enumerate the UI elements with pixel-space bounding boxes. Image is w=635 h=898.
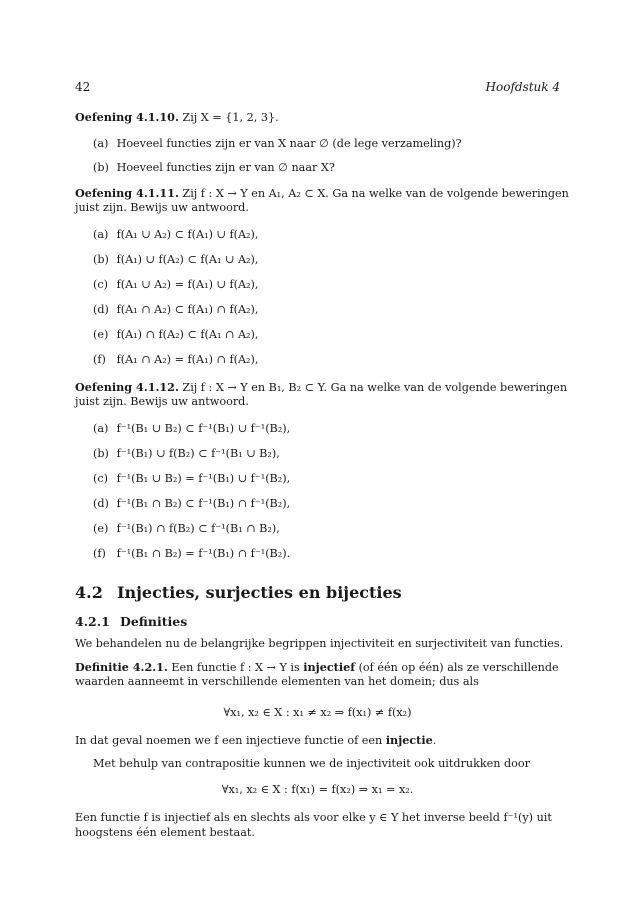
injectivity-formula: ∀x₁, x₂ ∈ X : x₁ ≠ x₂ ⇒ f(x₁) ≠ f(x₂) bbox=[223, 706, 412, 719]
conclusion-text: In dat geval noemen we f een injectieve functie of een bbox=[75, 734, 386, 747]
exercise-statement-cont: juist zijn. Bewijs uw antwoord. bbox=[75, 395, 249, 408]
definition-title: Definitie 4.2.1. bbox=[75, 660, 168, 674]
item-text: f(A₁) ∩ f(A₂) ⊂ f(A₁ ∩ A₂), bbox=[116, 328, 259, 341]
running-header: Hoofdstuk 4 bbox=[485, 80, 560, 94]
exercise-title: Oefening 4.1.10. bbox=[75, 110, 179, 124]
list-item bbox=[93, 422, 290, 436]
item-text: f⁻¹(B₁ ∩ B₂) = f⁻¹(B₁) ∩ f⁻¹(B₂). bbox=[116, 547, 291, 560]
subsection-number: 4.2.1 bbox=[75, 614, 110, 629]
item-label: (c) bbox=[93, 472, 108, 485]
subsection-heading bbox=[75, 614, 187, 629]
exercise-4-1-11-heading bbox=[75, 186, 569, 201]
list-item bbox=[93, 447, 280, 461]
item-label: (a) bbox=[93, 137, 109, 150]
list-item bbox=[93, 547, 290, 561]
item-text: f⁻¹(B₁) ∪ f(B₂) ⊂ f⁻¹(B₁ ∪ B₂), bbox=[116, 447, 280, 460]
item-label: (f) bbox=[93, 547, 106, 560]
item-label: (c) bbox=[93, 278, 108, 291]
page-number: 42 bbox=[75, 80, 91, 94]
item-label: (e) bbox=[93, 328, 109, 341]
definition-conclusion bbox=[75, 733, 560, 748]
list-item bbox=[93, 253, 258, 267]
item-label: (e) bbox=[93, 522, 109, 535]
list-item bbox=[93, 353, 258, 367]
subsection-title: Definities bbox=[120, 614, 188, 629]
definition-text: Een functie f : X → Y is bbox=[171, 661, 304, 674]
exercise-title: Oefening 4.1.11. bbox=[75, 186, 179, 200]
item-text: f⁻¹(B₁ ∪ B₂) ⊂ f⁻¹(B₁) ∪ f⁻¹(B₂), bbox=[116, 422, 291, 435]
item-text: f⁻¹(B₁ ∪ B₂) = f⁻¹(B₁) ∪ f⁻¹(B₂), bbox=[116, 472, 291, 485]
list-item bbox=[93, 303, 258, 317]
final-paragraph-line-1: Een functie f is injectief als en slechts als voor elke y ∈ Y het inverse beeld f⁻¹(y) uit bbox=[75, 811, 552, 824]
item-text: f⁻¹(B₁) ∩ f(B₂) ⊂ f⁻¹(B₁ ∩ B₂), bbox=[116, 522, 280, 535]
item-label: (b) bbox=[93, 253, 109, 266]
conclusion-end: . bbox=[432, 734, 437, 747]
definition-line-1 bbox=[75, 660, 560, 675]
definition-text-cont: (of één op één) als ze verschillende bbox=[355, 661, 559, 674]
list-item bbox=[93, 522, 280, 536]
contraposition-formula: ∀x₁, x₂ ∈ X : f(x₁) = f(x₂) ⇒ x₁ = x₂. bbox=[221, 783, 414, 796]
item-label: (b) bbox=[93, 161, 109, 174]
item-label: (a) bbox=[93, 228, 109, 241]
section-title: Injecties, surjecties en bijecties bbox=[117, 583, 402, 602]
item-label: (b) bbox=[93, 447, 109, 460]
item-text: f(A₁ ∩ A₂) ⊂ f(A₁) ∩ f(A₂), bbox=[116, 303, 259, 316]
item-text: Hoeveel functies zijn er van X naar ∅ (de lege verzameling)? bbox=[116, 137, 462, 150]
exercise-4-1-12-heading bbox=[75, 380, 568, 395]
item-label: (a) bbox=[93, 422, 109, 435]
item-text: f(A₁) ∪ f(A₂) ⊂ f(A₁ ∪ A₂), bbox=[116, 253, 259, 266]
final-paragraph-line-2: hoogstens één element bestaat. bbox=[75, 826, 255, 839]
section-heading bbox=[75, 583, 402, 602]
list-item bbox=[93, 161, 335, 175]
list-item bbox=[93, 278, 258, 292]
exercise-statement: Zij f : X → Y en B₁, B₂ ⊂ Y. Ga na welke van de volgende beweringen bbox=[182, 381, 568, 394]
item-text: f⁻¹(B₁ ∩ B₂) ⊂ f⁻¹(B₁) ∩ f⁻¹(B₂), bbox=[116, 497, 291, 510]
exercise-statement: Zij f : X → Y en A₁, A₂ ⊂ X. Ga na welke van de volgende beweringen bbox=[182, 187, 569, 200]
list-item bbox=[93, 137, 462, 151]
exercise-4-1-10-heading bbox=[75, 110, 560, 125]
exercise-statement-cont: juist zijn. Bewijs uw antwoord. bbox=[75, 201, 249, 214]
item-label: (d) bbox=[93, 303, 109, 316]
contraposition-paragraph: Met behulp van contrapositie kunnen we de injectiviteit ook uitdrukken door bbox=[93, 757, 531, 770]
conclusion-term: injectie bbox=[385, 733, 433, 747]
intro-paragraph: We behandelen nu de belangrijke begrippen injectiviteit en surjectiviteit van functies. bbox=[75, 637, 564, 650]
exercise-statement: Zij X = {1, 2, 3}. bbox=[182, 111, 279, 124]
item-text: f(A₁ ∪ A₂) ⊂ f(A₁) ∪ f(A₂), bbox=[116, 228, 259, 241]
section-number: 4.2 bbox=[75, 583, 103, 602]
item-text: f(A₁ ∩ A₂) = f(A₁) ∩ f(A₂), bbox=[116, 353, 259, 366]
item-text: f(A₁ ∪ A₂) = f(A₁) ∪ f(A₂), bbox=[116, 278, 259, 291]
definition-term: injectief bbox=[303, 660, 356, 674]
list-item bbox=[93, 497, 290, 511]
list-item bbox=[93, 228, 258, 242]
list-item bbox=[93, 328, 258, 342]
item-text: Hoeveel functies zijn er van ∅ naar X? bbox=[116, 161, 335, 174]
exercise-title: Oefening 4.1.12. bbox=[75, 380, 179, 394]
item-label: (f) bbox=[93, 353, 106, 366]
definition-line-2: waarden aanneemt in verschillende elementen van het domein; dus als bbox=[75, 675, 479, 688]
item-label: (d) bbox=[93, 497, 109, 510]
list-item bbox=[93, 472, 290, 486]
